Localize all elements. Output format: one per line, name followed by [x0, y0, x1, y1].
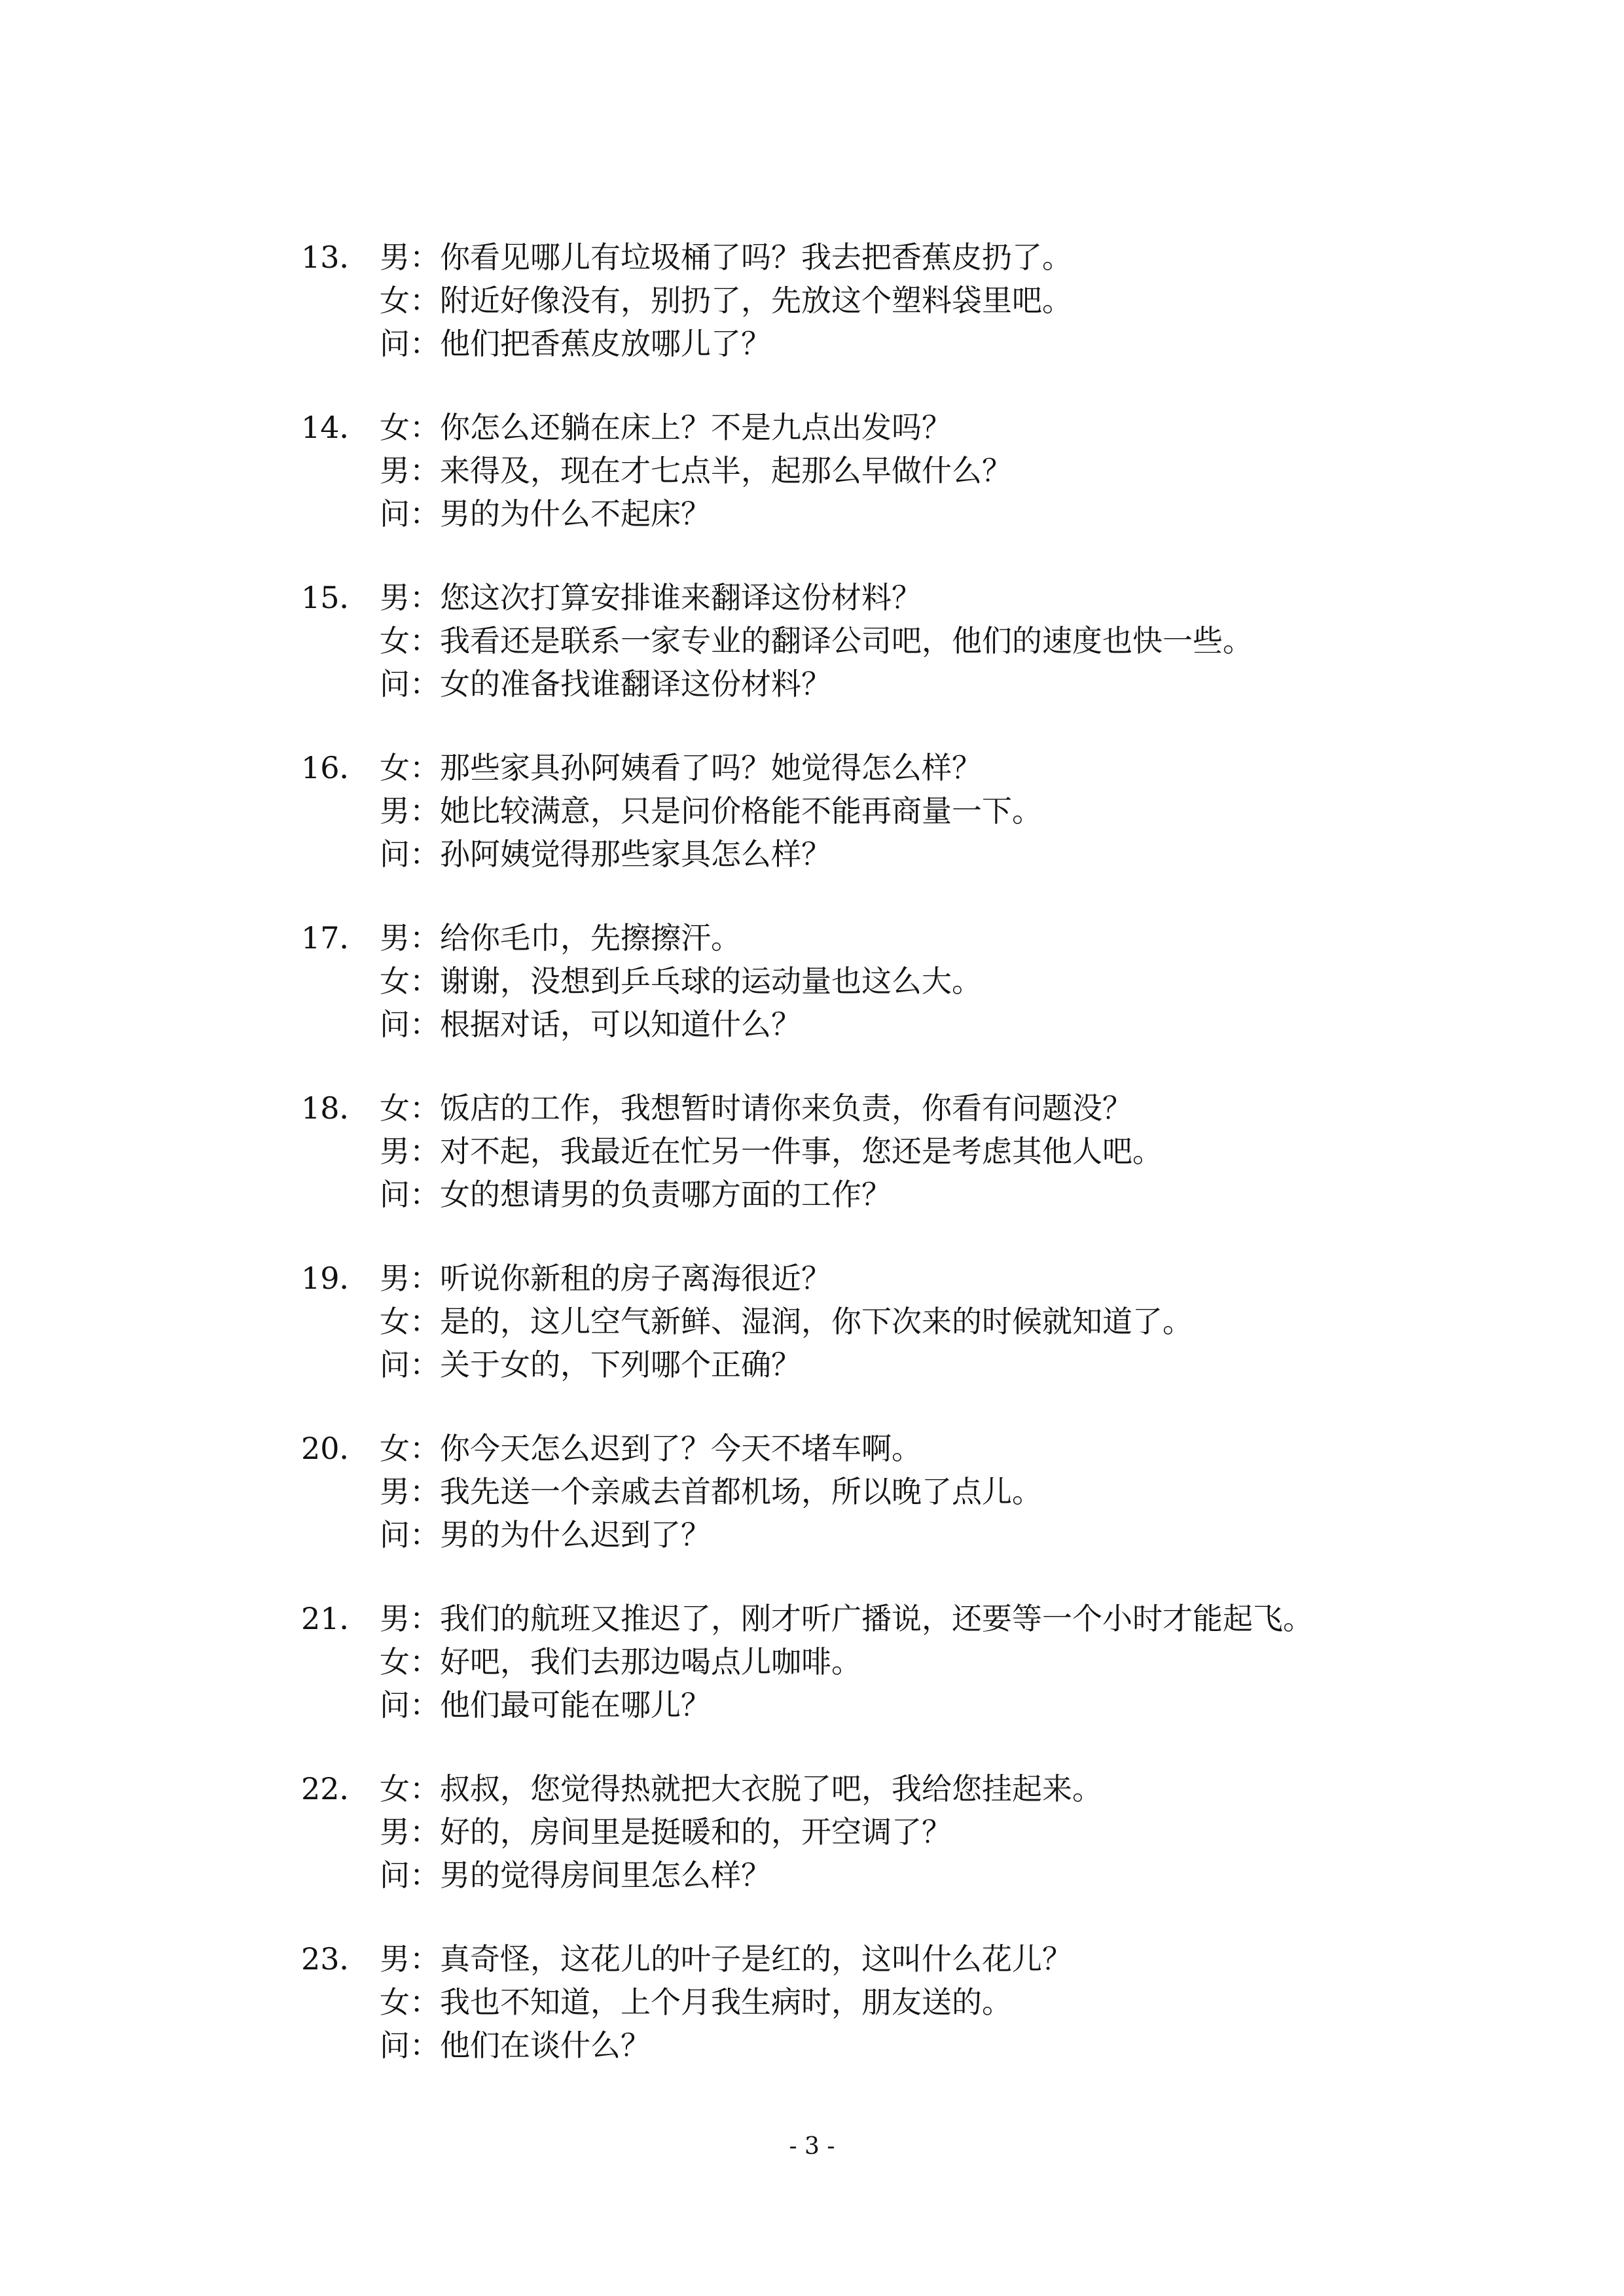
item-number: 20． — [301, 1431, 370, 1466]
item-number: 21． — [301, 1601, 370, 1636]
dialogue-line-speaker-1: 男：您这次打算安排谁来翻译这份材料？ — [380, 580, 922, 615]
dialogue-list — [301, 236, 1545, 2108]
question-line: 问：孙阿姨觉得那些家具怎么样？ — [380, 836, 831, 872]
dialogue-line-speaker-2: 女：附近好像没有，别扔了，先放这个塑料袋里吧。 — [380, 283, 1072, 318]
question-line: 问：他们在谈什么？ — [380, 2028, 651, 2063]
item-number: 17． — [301, 920, 370, 956]
dialogue-item-13 — [301, 236, 1545, 406]
dialogue-item-21 — [301, 1597, 1545, 1767]
dialogue-line-speaker-2: 女：谢谢，没想到乒乓球的运动量也这么大。 — [380, 963, 982, 999]
dialogue-line-speaker-2: 男：我先送一个亲戚去首都机场，所以晚了点儿。 — [380, 1474, 1042, 1509]
dialogue-line-speaker-2: 女：我看还是联系一家专业的翻译公司吧，他们的速度也快一些。 — [380, 623, 1253, 658]
dialogue-item-20 — [301, 1427, 1545, 1597]
dialogue-line-speaker-2: 女：我也不知道，上个月我生病时，朋友送的。 — [380, 1984, 1012, 2020]
dialogue-line-speaker-1: 女：叔叔，您觉得热就把大衣脱了吧，我给您挂起来。 — [380, 1771, 1102, 1806]
dialogue-item-15 — [301, 576, 1545, 746]
dialogue-line-speaker-1: 女：那些家具孙阿姨看了吗？她觉得怎么样？ — [380, 750, 982, 785]
dialogue-item-19 — [301, 1257, 1545, 1427]
dialogue-item-22 — [301, 1767, 1545, 1937]
dialogue-line-speaker-1: 女：你今天怎么迟到了？今天不堵车啊。 — [380, 1431, 922, 1466]
dialogue-line-speaker-1: 男：我们的航班又推迟了，刚才听广播说，还要等一个小时才能起飞。 — [380, 1601, 1313, 1636]
dialogue-item-18 — [301, 1086, 1545, 1257]
question-line: 问：女的准备找谁翻译这份材料？ — [380, 666, 831, 702]
item-number: 23． — [301, 1941, 370, 1977]
question-line: 问：女的想请男的负责哪方面的工作？ — [380, 1177, 892, 1212]
question-line: 问：男的觉得房间里怎么样？ — [380, 1857, 771, 1893]
dialogue-line-speaker-1: 女：你怎么还躺在床上？不是九点出发吗？ — [380, 410, 952, 445]
question-line: 问：男的为什么不起床？ — [380, 496, 711, 531]
dialogue-line-speaker-1: 女：饭店的工作，我想暂时请你来负责，你看有问题没？ — [380, 1090, 1132, 1126]
item-number: 13． — [301, 240, 370, 275]
dialogue-line-speaker-1: 男：你看见哪儿有垃圾桶了吗？我去把香蕉皮扔了。 — [380, 240, 1072, 275]
question-line: 问：他们最可能在哪儿？ — [380, 1687, 711, 1723]
dialogue-line-speaker-2: 女：是的，这儿空气新鲜、湿润，你下次来的时候就知道了。 — [380, 1304, 1193, 1339]
item-number: 18． — [301, 1090, 370, 1126]
question-line: 问：根据对话，可以知道什么？ — [380, 1007, 801, 1042]
item-number: 16． — [301, 750, 370, 785]
dialogue-line-speaker-2: 女：好吧，我们去那边喝点儿咖啡。 — [380, 1644, 861, 1679]
item-number: 15． — [301, 580, 370, 615]
page-number: - 3 - — [789, 2133, 835, 2160]
item-number: 19． — [301, 1261, 370, 1296]
question-line: 问：关于女的，下列哪个正确？ — [380, 1347, 801, 1382]
item-number: 22． — [301, 1771, 370, 1806]
question-line: 问：他们把香蕉皮放哪儿了？ — [380, 326, 771, 361]
dialogue-item-17 — [301, 916, 1545, 1086]
item-number: 14． — [301, 410, 370, 445]
question-line: 问：男的为什么迟到了？ — [380, 1517, 711, 1552]
dialogue-line-speaker-1: 男：给你毛巾，先擦擦汗。 — [380, 920, 741, 956]
dialogue-item-16 — [301, 746, 1545, 916]
dialogue-item-14 — [301, 406, 1545, 576]
dialogue-line-speaker-1: 男：真奇怪，这花儿的叶子是红的，这叫什么花儿？ — [380, 1941, 1072, 1977]
dialogue-line-speaker-2: 男：好的，房间里是挺暖和的，开空调了？ — [380, 1814, 952, 1850]
dialogue-line-speaker-1: 男：听说你新租的房子离海很近？ — [380, 1261, 831, 1296]
dialogue-item-23 — [301, 1937, 1545, 2108]
dialogue-line-speaker-2: 男：来得及，现在才七点半，起那么早做什么？ — [380, 453, 1012, 488]
dialogue-line-speaker-2: 男：对不起，我最近在忙另一件事，您还是考虑其他人吧。 — [380, 1134, 1163, 1169]
dialogue-line-speaker-2: 男：她比较满意，只是问价格能不能再商量一下。 — [380, 793, 1042, 829]
